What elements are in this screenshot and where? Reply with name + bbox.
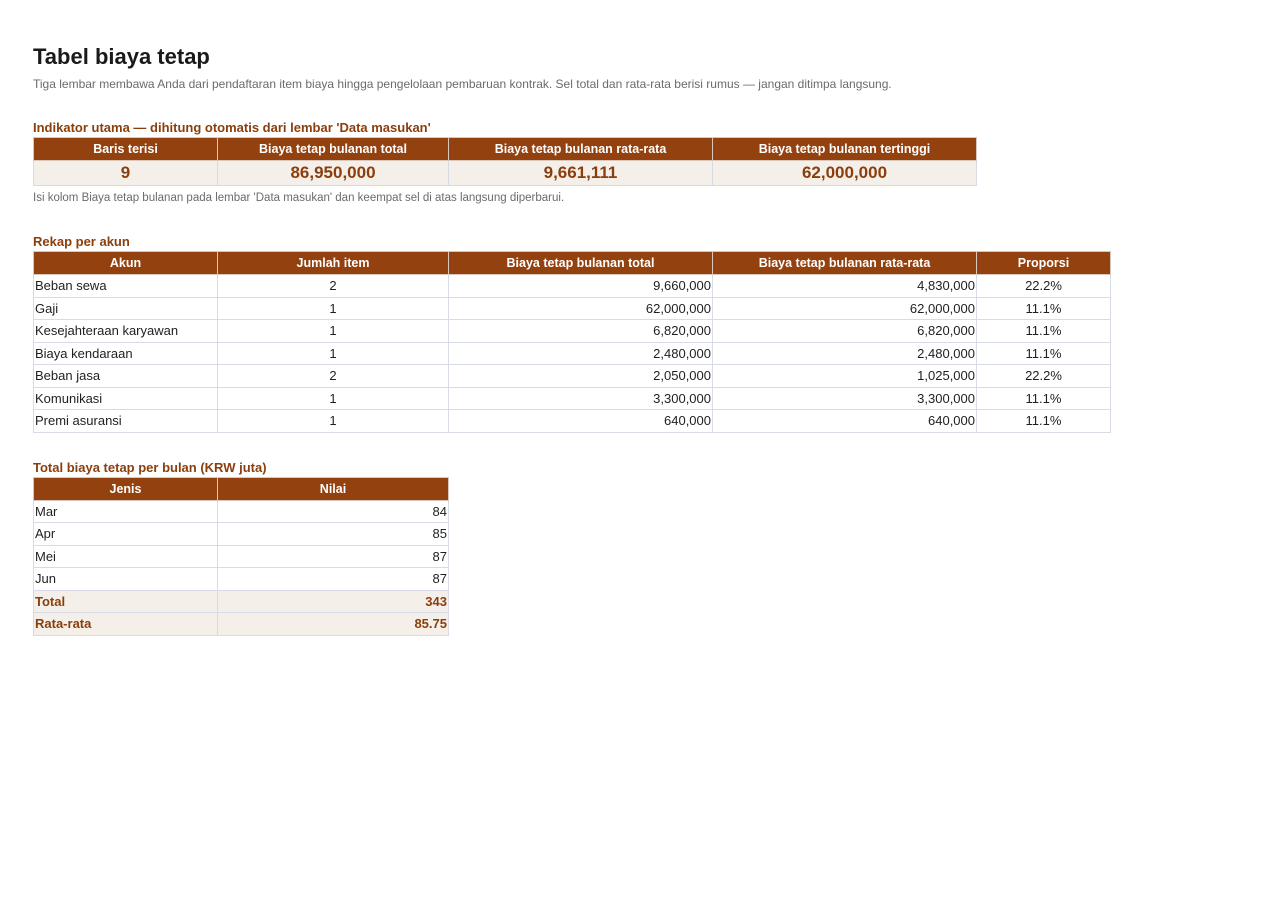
nilai-cell[interactable]: 84 bbox=[218, 500, 449, 523]
recap-header-cell[interactable]: Proporsi bbox=[977, 252, 1111, 275]
table-row bbox=[34, 410, 1111, 433]
proporsi-cell[interactable]: 11.1% bbox=[977, 387, 1111, 410]
akun-cell[interactable]: Beban sewa bbox=[34, 275, 218, 298]
table-row bbox=[34, 545, 449, 568]
akun-cell[interactable]: Gaji bbox=[34, 297, 218, 320]
table-row bbox=[34, 297, 1111, 320]
total-cell[interactable]: 9,660,000 bbox=[449, 275, 713, 298]
rata-cell[interactable]: 62,000,000 bbox=[713, 297, 977, 320]
average-label-cell[interactable]: Rata-rata bbox=[34, 613, 218, 636]
kpi-note: Isi kolom Biaya tetap bulanan pada lembar 'Data masukan' dan keempat sel di atas langsung diperbarui. bbox=[33, 192, 565, 204]
recap-header-cell[interactable]: Biaya tetap bulanan total bbox=[449, 252, 713, 275]
jenis-cell[interactable]: Mei bbox=[34, 545, 218, 568]
recap-table bbox=[33, 251, 1111, 433]
jumlah-cell[interactable]: 1 bbox=[218, 410, 449, 433]
nilai-cell[interactable]: 85 bbox=[218, 523, 449, 546]
table-row bbox=[34, 500, 449, 523]
rata-cell[interactable]: 1,025,000 bbox=[713, 365, 977, 388]
kpi-value-cell[interactable]: 86,950,000 bbox=[218, 161, 449, 186]
recap-header-row bbox=[34, 252, 1111, 275]
akun-cell[interactable]: Biaya kendaraan bbox=[34, 342, 218, 365]
table-row bbox=[34, 568, 449, 591]
monthly-header-row bbox=[34, 477, 449, 500]
average-value-cell[interactable]: 85.75 bbox=[218, 613, 449, 636]
kpi-value-cell[interactable]: 9 bbox=[34, 161, 218, 186]
jenis-cell[interactable]: Apr bbox=[34, 523, 218, 546]
monthly-section-title: Total biaya tetap per bulan (KRW juta) bbox=[33, 459, 267, 475]
total-cell[interactable]: 6,820,000 bbox=[449, 320, 713, 343]
jumlah-cell[interactable]: 1 bbox=[218, 297, 449, 320]
jenis-cell[interactable]: Jun bbox=[34, 568, 218, 591]
page-subtitle: Tiga lembar membawa Anda dari pendaftaran item biaya hingga pengelolaan pembaruan kontrak. Sel total dan rata-rata berisi rumus — jangan ditimpa langsung. bbox=[33, 77, 892, 91]
rata-cell[interactable]: 640,000 bbox=[713, 410, 977, 433]
kpi-header-cell[interactable]: Baris terisi bbox=[34, 138, 218, 161]
kpi-header-cell[interactable]: Biaya tetap bulanan tertinggi bbox=[713, 138, 977, 161]
total-cell[interactable]: 62,000,000 bbox=[449, 297, 713, 320]
table-row bbox=[34, 320, 1111, 343]
rata-cell[interactable]: 4,830,000 bbox=[713, 275, 977, 298]
kpi-header-cell[interactable]: Biaya tetap bulanan rata-rata bbox=[449, 138, 713, 161]
table-row bbox=[34, 523, 449, 546]
table-row bbox=[34, 342, 1111, 365]
proporsi-cell[interactable]: 22.2% bbox=[977, 275, 1111, 298]
akun-cell[interactable]: Beban jasa bbox=[34, 365, 218, 388]
kpi-value-cell[interactable]: 9,661,111 bbox=[449, 161, 713, 186]
kpi-header-row bbox=[34, 138, 977, 161]
average-row bbox=[34, 613, 449, 636]
monthly-table bbox=[33, 477, 449, 636]
rata-cell[interactable]: 2,480,000 bbox=[713, 342, 977, 365]
recap-header-cell[interactable]: Jumlah item bbox=[218, 252, 449, 275]
total-value-cell[interactable]: 343 bbox=[218, 590, 449, 613]
recap-header-cell[interactable]: Akun bbox=[34, 252, 218, 275]
page-title: Tabel biaya tetap bbox=[33, 44, 210, 69]
nilai-cell[interactable]: 87 bbox=[218, 568, 449, 591]
total-label-cell[interactable]: Total bbox=[34, 590, 218, 613]
kpi-value-cell[interactable]: 62,000,000 bbox=[713, 161, 977, 186]
total-cell[interactable]: 2,480,000 bbox=[449, 342, 713, 365]
akun-cell[interactable]: Kesejahteraan karyawan bbox=[34, 320, 218, 343]
proporsi-cell[interactable]: 11.1% bbox=[977, 410, 1111, 433]
proporsi-cell[interactable]: 22.2% bbox=[977, 365, 1111, 388]
total-cell[interactable]: 640,000 bbox=[449, 410, 713, 433]
total-cell[interactable]: 2,050,000 bbox=[449, 365, 713, 388]
nilai-cell[interactable]: 87 bbox=[218, 545, 449, 568]
proporsi-cell[interactable]: 11.1% bbox=[977, 342, 1111, 365]
kpi-value-row bbox=[34, 161, 977, 186]
akun-cell[interactable]: Premi asuransi bbox=[34, 410, 218, 433]
table-row bbox=[34, 387, 1111, 410]
table-row bbox=[34, 365, 1111, 388]
jumlah-cell[interactable]: 1 bbox=[218, 342, 449, 365]
sheet-page bbox=[33, 42, 1233, 636]
kpi-section-title: Indikator utama — dihitung otomatis dari lembar 'Data masukan' bbox=[33, 120, 431, 135]
total-cell[interactable]: 3,300,000 bbox=[449, 387, 713, 410]
monthly-header-cell[interactable]: Jenis bbox=[34, 477, 218, 500]
recap-section-title: Rekap per akun bbox=[33, 234, 130, 249]
total-row bbox=[34, 590, 449, 613]
proporsi-cell[interactable]: 11.1% bbox=[977, 320, 1111, 343]
akun-cell[interactable]: Komunikasi bbox=[34, 387, 218, 410]
kpi-header-cell[interactable]: Biaya tetap bulanan total bbox=[218, 138, 449, 161]
rata-cell[interactable]: 3,300,000 bbox=[713, 387, 977, 410]
rata-cell[interactable]: 6,820,000 bbox=[713, 320, 977, 343]
jumlah-cell[interactable]: 1 bbox=[218, 387, 449, 410]
jenis-cell[interactable]: Mar bbox=[34, 500, 218, 523]
proporsi-cell[interactable]: 11.1% bbox=[977, 297, 1111, 320]
table-row bbox=[34, 275, 1111, 298]
jumlah-cell[interactable]: 2 bbox=[218, 365, 449, 388]
recap-header-cell[interactable]: Biaya tetap bulanan rata-rata bbox=[713, 252, 977, 275]
jumlah-cell[interactable]: 2 bbox=[218, 275, 449, 298]
kpi-table bbox=[33, 137, 977, 186]
monthly-header-cell[interactable]: Nilai bbox=[218, 477, 449, 500]
jumlah-cell[interactable]: 1 bbox=[218, 320, 449, 343]
